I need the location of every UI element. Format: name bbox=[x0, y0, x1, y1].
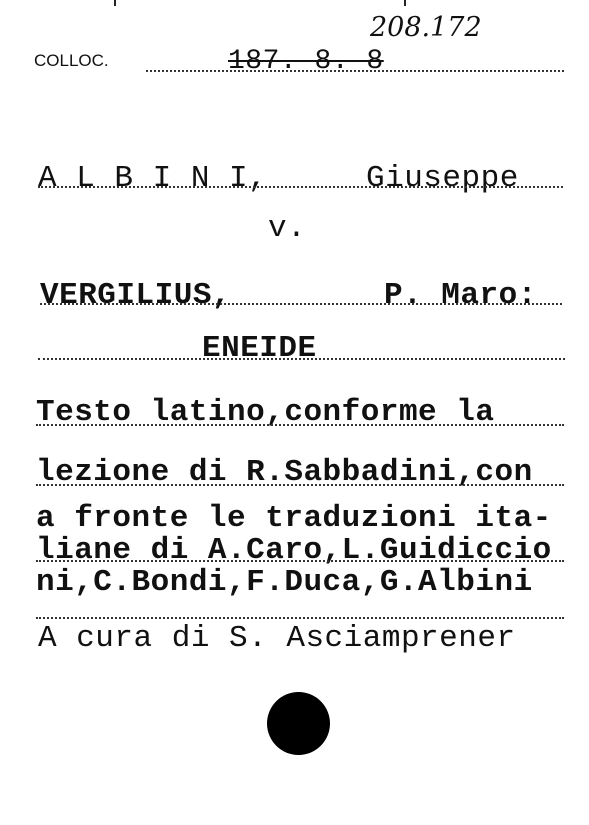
description-line: Testo latino,conforme la bbox=[36, 395, 495, 430]
work-author-given: P. Maro: bbox=[384, 278, 537, 313]
versus-mark: v. bbox=[268, 211, 307, 246]
author-given-name: Giuseppe bbox=[366, 161, 519, 196]
dotted-rule bbox=[38, 186, 563, 188]
description-line: ni,C.Bondi,F.Duca,G.Albini bbox=[36, 565, 533, 600]
punch-hole bbox=[267, 692, 330, 755]
dotted-rule bbox=[36, 424, 564, 426]
work-author: VERGILIUS, bbox=[40, 278, 232, 313]
dotted-rule bbox=[38, 358, 565, 360]
editor-line: A cura di S. Asciamprener bbox=[38, 621, 516, 656]
shelfmark-label: COLLOC. bbox=[34, 51, 109, 70]
dotted-rule bbox=[36, 484, 564, 486]
edge-mark bbox=[114, 0, 116, 6]
dotted-rule bbox=[36, 560, 564, 562]
handwritten-shelfmark: 208.172 bbox=[370, 12, 482, 43]
author-surname: A L B I N I, bbox=[38, 161, 268, 196]
work-title: ENEIDE bbox=[202, 331, 317, 366]
description-line: lezione di R.Sabbadini,con bbox=[36, 455, 533, 490]
dotted-rule bbox=[36, 617, 564, 619]
description-line: a fronte le traduzioni ita- bbox=[36, 501, 552, 536]
description-line: liane di A.Caro,L.Guidiccio bbox=[36, 533, 552, 568]
dotted-rule bbox=[40, 303, 562, 305]
shelfmark-old: 187. 8. 8 bbox=[228, 46, 384, 77]
edge-mark bbox=[404, 0, 406, 6]
